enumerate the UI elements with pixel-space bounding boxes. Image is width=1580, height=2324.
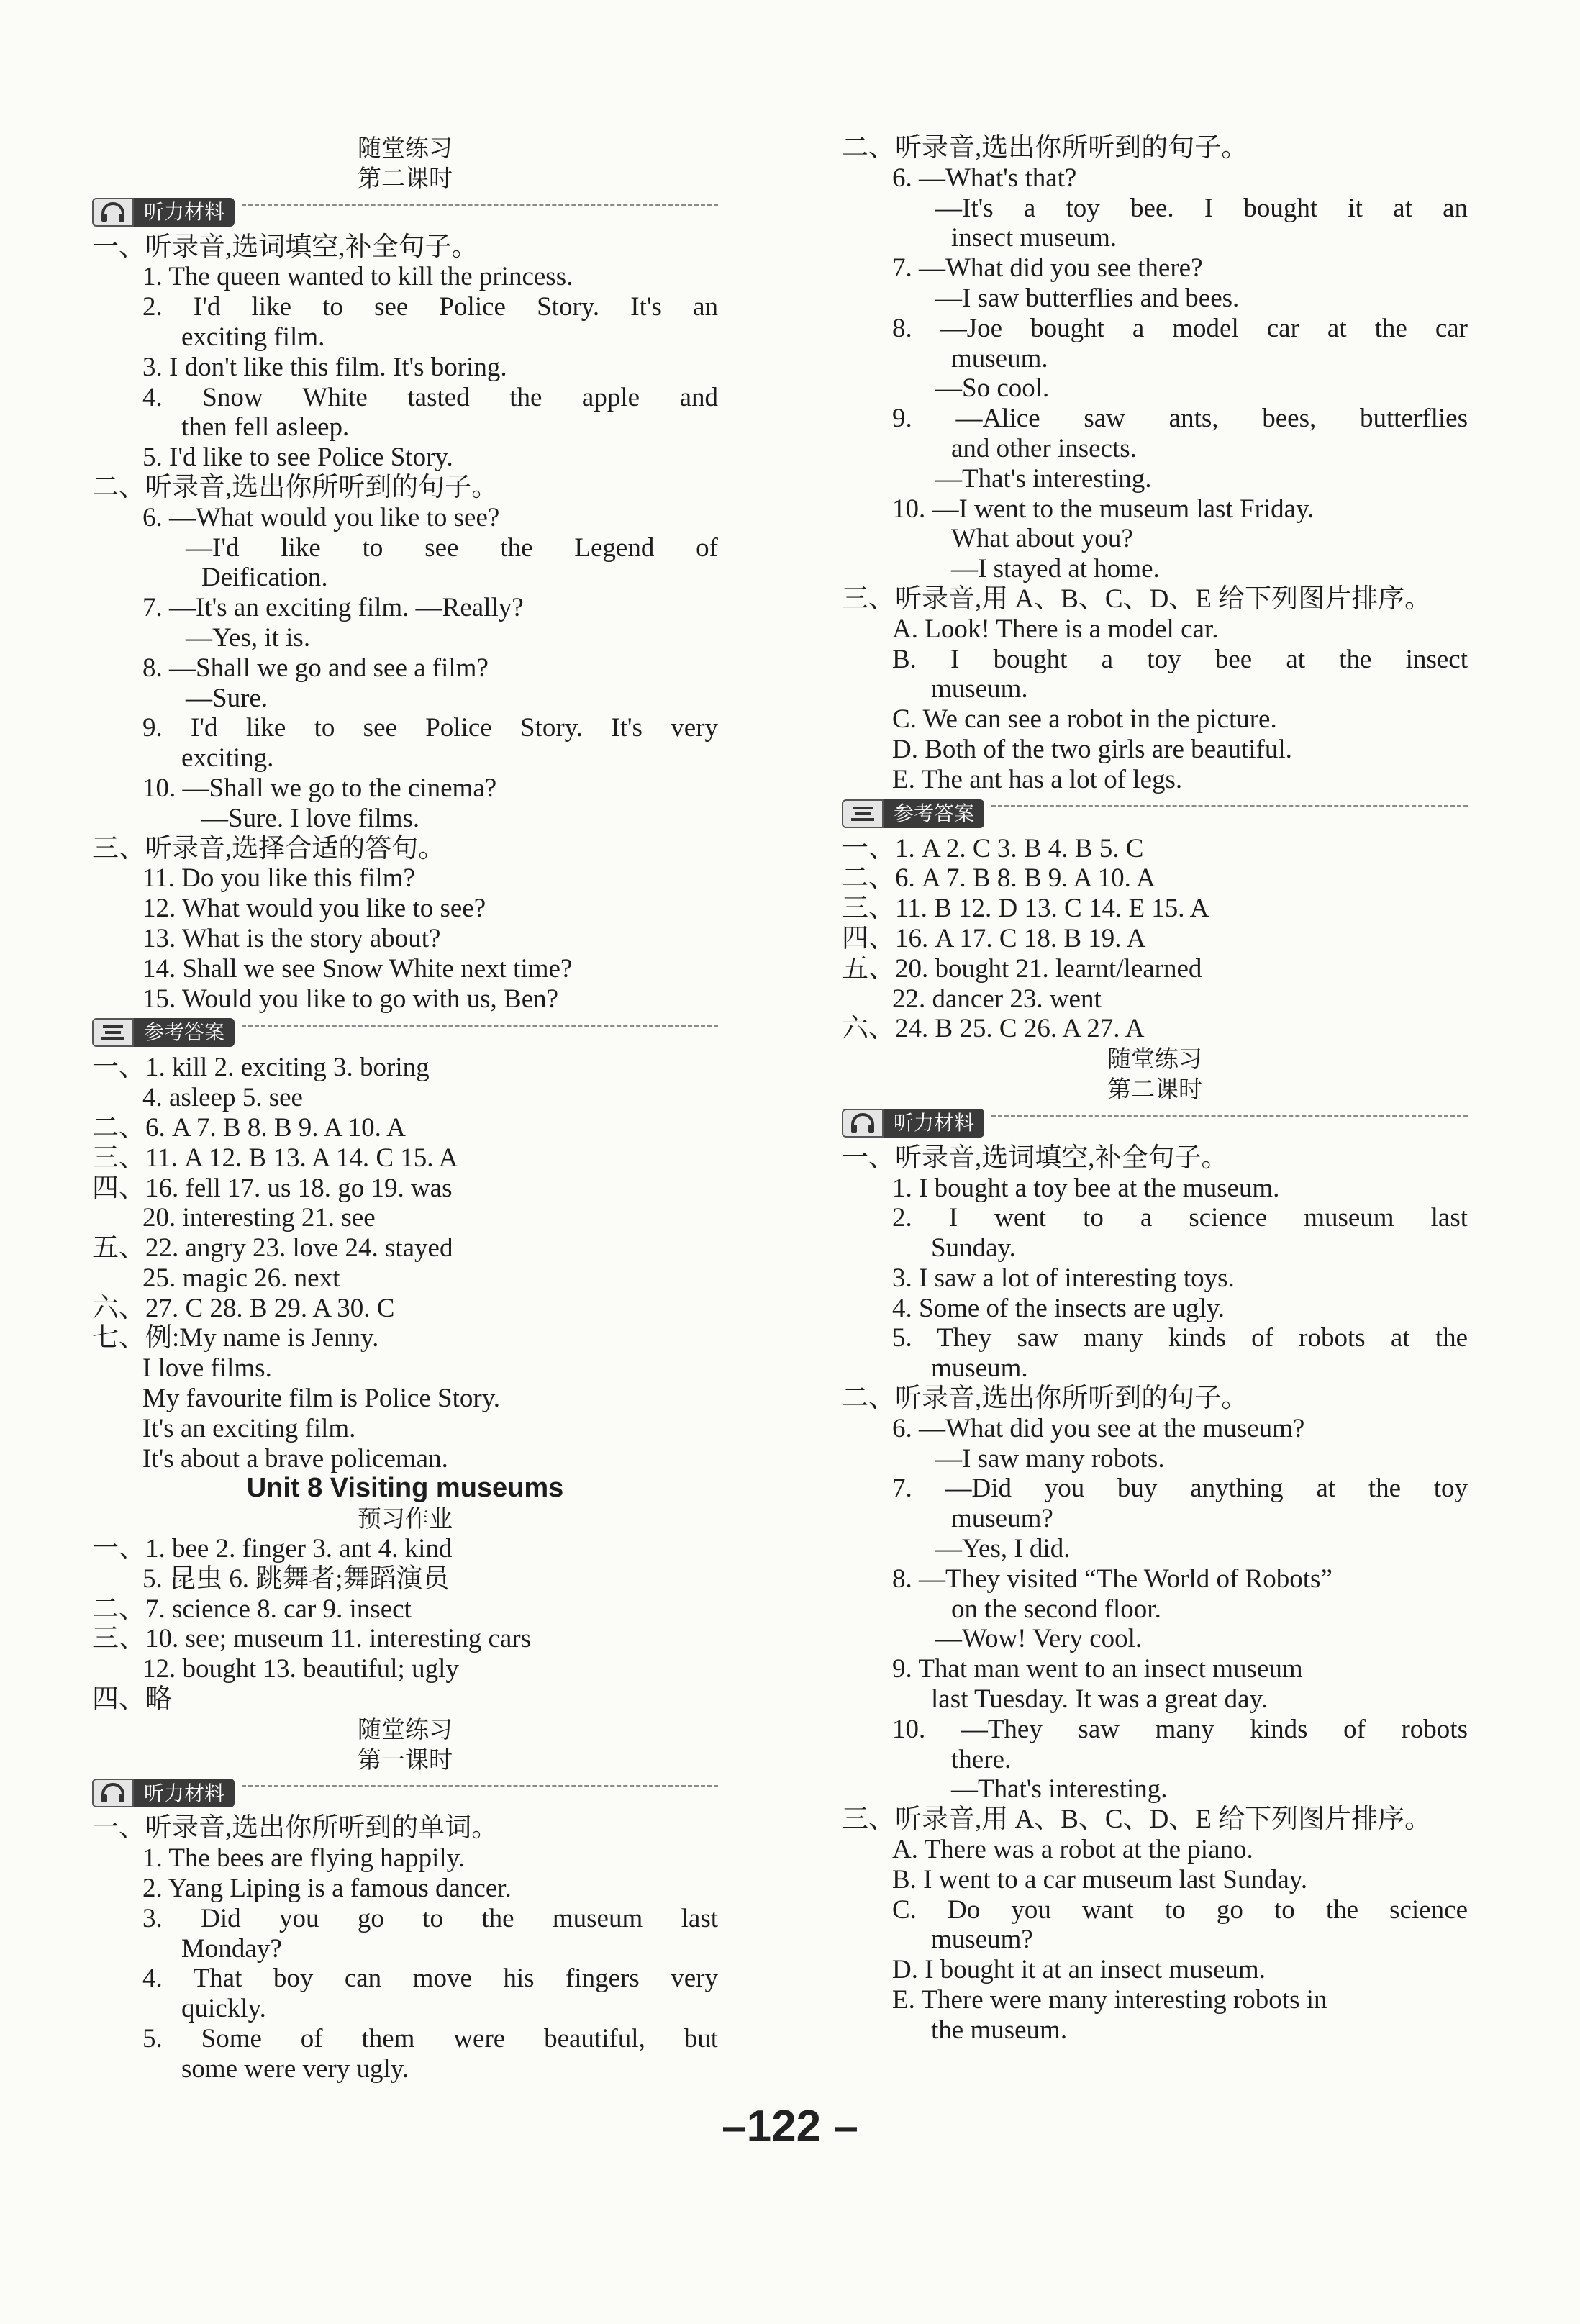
section-heading: 随堂练习 <box>358 1715 453 1743</box>
text-line: 二、6. A 7. B 8. B 9. A 10. A <box>92 1112 406 1143</box>
text-line: 12. What would you like to see? <box>142 894 486 924</box>
text-line: D. I bought it at an insect museum. <box>892 1955 1266 1985</box>
text-line: E. The ant has a lot of legs. <box>892 764 1183 794</box>
page-number: –122 – <box>722 2102 858 2151</box>
text-line: —It's a toy bee. I bought it at an <box>935 193 1468 223</box>
text-line: 14. Shall we see Snow White next time? <box>142 953 573 984</box>
text-line: 7. —Did you buy anything at the toy <box>892 1474 1468 1504</box>
text-line: —Yes, it is. <box>186 622 311 653</box>
answer-icon <box>842 799 884 828</box>
text-line: 3. I don't like this film. It's boring. <box>142 352 507 382</box>
text-line: 4. Snow White tasted the apple and <box>142 382 718 412</box>
text-line: Deification. <box>201 563 328 593</box>
text-line: 一、听录音,选出你所听到的单词。 <box>92 1813 499 1843</box>
text-line: —So cool. <box>935 373 1050 404</box>
text-line: Monday? <box>181 1933 282 1964</box>
text-line: 15. Would you like to go with us, Ben? <box>142 984 559 1014</box>
section-header <box>92 1015 718 1050</box>
text-line: 一、听录音,选词填空,补全句子。 <box>842 1143 1228 1173</box>
text-line: —Wow! Very cool. <box>935 1624 1143 1654</box>
text-line: 三、10. see; museum 11. interesting cars <box>92 1624 532 1654</box>
headphones-icon <box>842 1109 884 1138</box>
text-line: 5. 昆虫 6. 跳舞者;舞蹈演员 <box>142 1563 450 1594</box>
section-label: 听力材料 <box>884 1109 984 1138</box>
text-line: 四、16. fell 17. us 18. go 19. was <box>92 1173 453 1203</box>
text-line: 三、11. B 12. D 13. C 14. E 15. A <box>842 894 1209 924</box>
text-line: B. I bought a toy bee at the insect <box>892 644 1468 674</box>
text-line: 4. asleep 5. see <box>142 1083 303 1113</box>
text-line: 二、7. science 8. car 9. insect <box>92 1594 412 1624</box>
text-line: 一、1. kill 2. exciting 3. boring <box>92 1053 430 1083</box>
text-line: —I'd like to see the Legend of <box>186 532 718 563</box>
text-line: insect museum. <box>951 223 1117 253</box>
section-header <box>92 1776 718 1810</box>
section-label: 听力材料 <box>134 198 235 227</box>
section-heading: 随堂练习 <box>1107 1045 1202 1074</box>
text-line: 一、听录音,选词填空,补全句子。 <box>92 232 478 262</box>
text-line: museum? <box>951 1504 1053 1534</box>
text-line: 2. I went to a science museum last <box>892 1203 1468 1233</box>
text-line: 12. bought 13. beautiful; ugly <box>142 1654 459 1684</box>
section-heading: 第一课时 <box>358 1745 453 1774</box>
text-line: 4. Some of the insects are ugly. <box>892 1293 1225 1323</box>
text-line: 10. —Shall we go to the cinema? <box>142 773 497 803</box>
text-line: 8. —Joe bought a model car at the car <box>892 313 1468 343</box>
text-line: exciting. <box>181 743 274 773</box>
text-line: 25. magic 26. next <box>142 1263 340 1293</box>
answer-icon <box>92 1018 134 1047</box>
text-line: 五、22. angry 23. love 24. stayed <box>92 1233 453 1263</box>
text-line: 1. The queen wanted to kill the princess. <box>142 262 573 292</box>
text-line: 9. —Alice saw ants, bees, butterflies <box>892 404 1468 434</box>
text-line: 4. That boy can move his fingers very <box>142 1964 718 1994</box>
text-line: museum. <box>931 674 1028 704</box>
text-line: 5. They saw many kinds of robots at the <box>892 1323 1468 1353</box>
text-line: 6. —What would you like to see? <box>142 502 500 532</box>
section-label: 参考答案 <box>134 1018 235 1047</box>
dashed-divider <box>991 805 1468 807</box>
text-line: 一、1. A 2. C 3. B 4. B 5. C <box>842 833 1144 863</box>
headphones-icon <box>92 1779 134 1807</box>
text-line: 1. The bees are flying happily. <box>142 1843 465 1874</box>
text-line: 2. Yang Liping is a famous dancer. <box>142 1874 512 1904</box>
text-line: 3. I saw a lot of interesting toys. <box>892 1263 1235 1293</box>
text-line: exciting film. <box>181 322 325 352</box>
section-heading: 第二课时 <box>358 163 453 192</box>
text-line: 7. —It's an exciting film. —Really? <box>142 593 524 623</box>
text-line: 三、听录音,用 A、B、C、D、E 给下列图片排序。 <box>842 1805 1432 1835</box>
text-line: museum. <box>931 1353 1028 1384</box>
text-line: 10. —I went to the museum last Friday. <box>892 494 1315 524</box>
text-line: 七、例:My name is Jenny. <box>92 1323 379 1353</box>
text-line: 6. —What's that? <box>892 163 1077 193</box>
text-line: 三、11. A 12. B 13. A 14. C 15. A <box>92 1143 458 1173</box>
text-line: 13. What is the story about? <box>142 923 441 953</box>
text-line: 二、听录音,选出你所听到的句子。 <box>842 1384 1248 1414</box>
text-line: E. There were many interesting robots in <box>892 1985 1327 2015</box>
text-line: C. Do you want to go to the science <box>892 1894 1468 1925</box>
text-line: 7. —What did you see there? <box>892 253 1203 283</box>
section-header <box>842 1106 1468 1140</box>
text-line: It's an exciting film. <box>142 1413 356 1443</box>
text-line: —I saw many robots. <box>935 1443 1165 1474</box>
section-heading: 随堂练习 <box>358 134 453 162</box>
text-line: 六、27. C 28. B 29. A 30. C <box>92 1293 395 1323</box>
dashed-divider <box>242 1785 718 1787</box>
text-line: there. <box>951 1744 1012 1774</box>
text-line: and other insects. <box>951 433 1137 463</box>
section-header <box>842 796 1468 831</box>
text-line: museum. <box>951 343 1048 373</box>
text-line: —I saw butterflies and bees. <box>935 283 1240 313</box>
text-line: 22. dancer 23. went <box>892 984 1102 1014</box>
text-line: 3. Did you go to the museum last <box>142 1903 718 1933</box>
text-line: 二、听录音,选出你所听到的句子。 <box>92 472 499 502</box>
text-line: D. Both of the two girls are beautiful. <box>892 734 1292 764</box>
text-line: 9. I'd like to see Police Story. It's very <box>142 713 718 743</box>
text-line: —That's interesting. <box>935 463 1152 494</box>
text-line: 三、听录音,选择合适的答句。 <box>92 833 445 863</box>
text-line: My favourite film is Police Story. <box>142 1384 501 1414</box>
right-column <box>842 133 1468 2046</box>
text-line: It's about a brave policeman. <box>142 1443 448 1474</box>
section-heading: 预习作业 <box>358 1504 453 1533</box>
text-line: —Yes, I did. <box>935 1534 1071 1564</box>
text-line: 四、略 <box>92 1684 172 1715</box>
text-line: 20. interesting 21. see <box>142 1203 376 1233</box>
text-line: the museum. <box>931 2015 1068 2045</box>
dashed-divider <box>242 204 718 206</box>
text-line: 8. —Shall we go and see a film? <box>142 653 489 683</box>
text-line: 8. —They visited “The World of Robots” <box>892 1563 1332 1594</box>
dashed-divider <box>991 1115 1468 1117</box>
text-line: A. Look! There is a model car. <box>892 614 1219 644</box>
text-line: then fell asleep. <box>181 412 350 442</box>
text-line: C. We can see a robot in the picture. <box>892 704 1277 735</box>
dashed-divider <box>242 1025 718 1027</box>
text-line: I love films. <box>142 1353 272 1384</box>
text-line: on the second floor. <box>951 1594 1161 1624</box>
text-line: 5. I'd like to see Police Story. <box>142 442 453 473</box>
section-label: 参考答案 <box>884 799 984 828</box>
text-line: 9. That man went to an insect museum <box>892 1654 1303 1684</box>
text-line: —That's interesting. <box>951 1774 1168 1805</box>
text-line: 二、6. A 7. B 8. B 9. A 10. A <box>842 863 1156 894</box>
text-line: 10. —They saw many kinds of robots <box>892 1714 1468 1744</box>
text-line: 六、24. B 25. C 26. A 27. A <box>842 1014 1145 1044</box>
left-column <box>92 133 718 2084</box>
unit-title: Unit 8 Visiting museums <box>246 1473 564 1504</box>
text-line: —Sure. I love films. <box>201 803 420 833</box>
text-line: —I stayed at home. <box>951 554 1160 584</box>
text-line: 四、16. A 17. C 18. B 19. A <box>842 923 1146 953</box>
text-line: B. I went to a car museum last Sunday. <box>892 1864 1308 1894</box>
text-line: —Sure. <box>186 683 268 713</box>
text-line: 三、听录音,用 A、B、C、D、E 给下列图片排序。 <box>842 584 1432 614</box>
text-line: last Tuesday. It was a great day. <box>931 1684 1268 1715</box>
text-line: Sunday. <box>931 1233 1016 1263</box>
text-line: 11. Do you like this film? <box>142 863 415 894</box>
text-line: 5. Some of them were beautiful, but <box>142 2024 718 2054</box>
text-line: museum? <box>931 1925 1033 1955</box>
text-line: 二、听录音,选出你所听到的句子。 <box>842 133 1248 163</box>
section-label: 听力材料 <box>134 1779 235 1807</box>
text-line: 五、20. bought 21. learnt/learned <box>842 953 1202 984</box>
text-line: 一、1. bee 2. finger 3. ant 4. kind <box>92 1534 453 1564</box>
headphones-icon <box>92 198 134 227</box>
section-header <box>92 195 718 230</box>
text-line: some were very ugly. <box>181 2053 409 2084</box>
text-line: 6. —What did you see at the museum? <box>892 1413 1305 1443</box>
text-line: quickly. <box>181 1994 266 2024</box>
section-heading: 第二课时 <box>1107 1074 1202 1103</box>
text-line: 2. I'd like to see Police Story. It's an <box>142 292 718 322</box>
text-line: 1. I bought a toy bee at the museum. <box>892 1173 1280 1203</box>
text-line: What about you? <box>951 524 1133 554</box>
text-line: A. There was a robot at the piano. <box>892 1835 1253 1865</box>
